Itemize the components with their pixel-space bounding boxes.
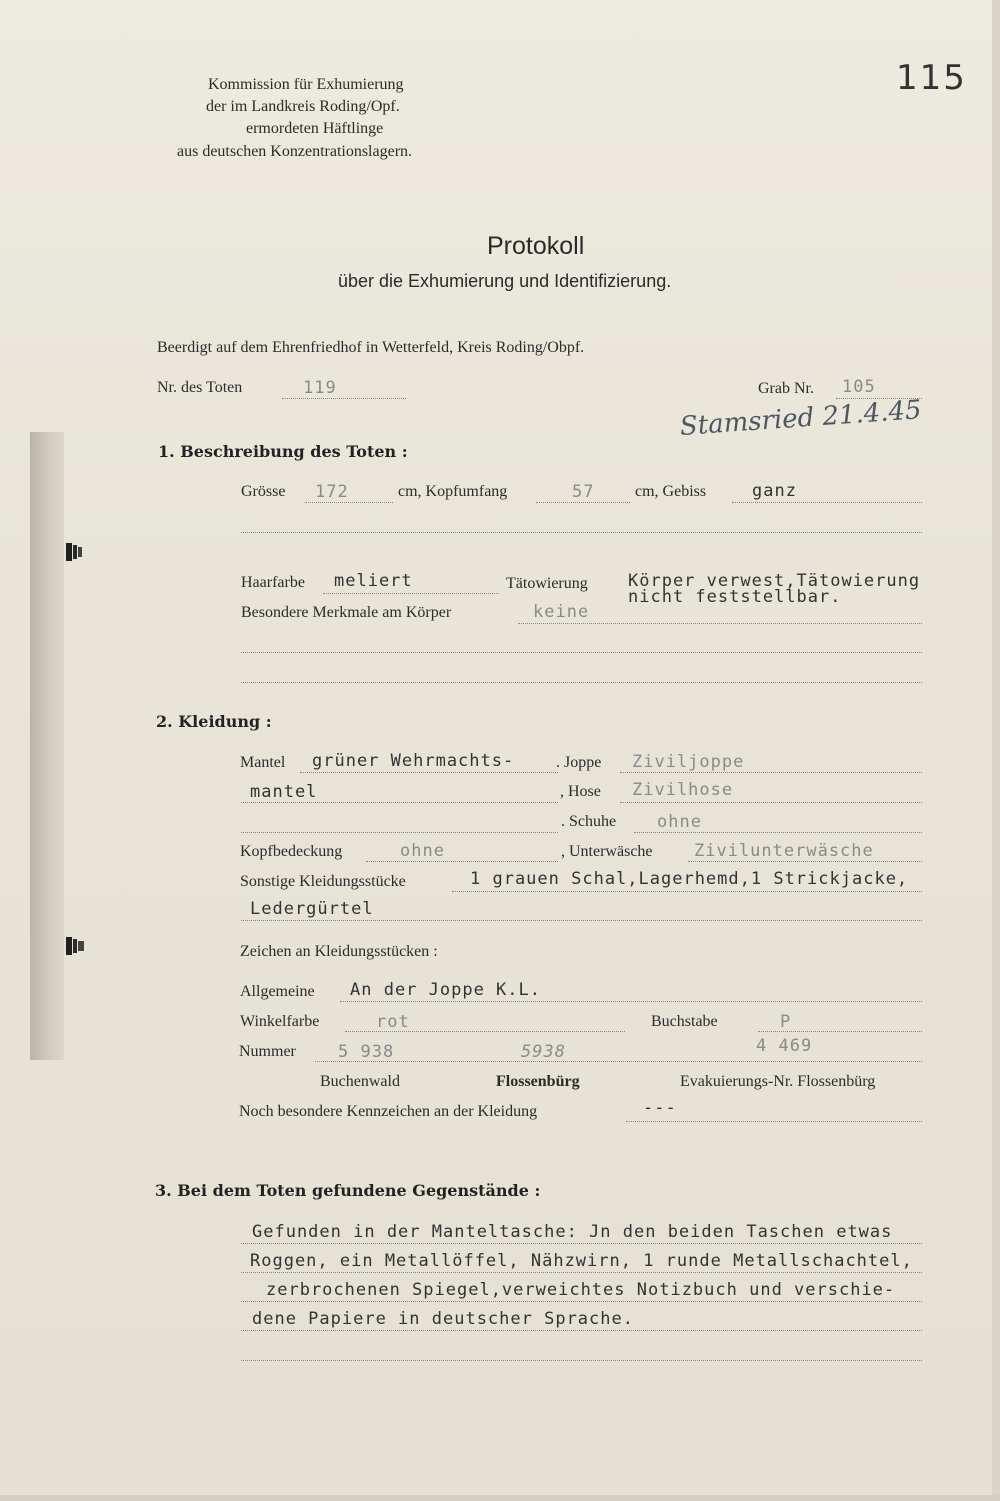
dotted-line (241, 802, 558, 803)
grave-number-value: 105 (842, 377, 876, 397)
field-label: , Unterwäsche (561, 843, 653, 860)
hair-color-value: meliert (334, 571, 413, 591)
page-number: 115 (896, 58, 967, 98)
dotted-line (323, 593, 499, 594)
dotted-line (620, 802, 922, 803)
column-label: Evakuierungs-Nr. Flossenbürg (680, 1073, 876, 1090)
dotted-line (241, 920, 922, 921)
coat-value: grüner Wehrmachts- (312, 751, 515, 771)
dotted-line (518, 623, 922, 624)
field-label: Noch besondere Kennzeichen an der Kleidung (239, 1103, 538, 1120)
tattoo-value: Körper verwest,Tätowierung (628, 571, 921, 591)
field-label: Buchstabe (651, 1013, 718, 1030)
scan-edge (0, 1495, 1000, 1501)
flossenbuerg-number-value: 5938 (521, 1042, 566, 1062)
field-label: Grösse (241, 483, 286, 500)
column-label: Buchenwald (320, 1073, 400, 1090)
dotted-line (241, 652, 922, 653)
scan-edge (992, 0, 1000, 1501)
document-title: Protokoll (487, 232, 585, 260)
section-heading: 1. Beschreibung des Toten : (158, 442, 408, 461)
found-items-text: Roggen, ein Metallöffel, Nähzwirn, 1 runde Metallschachtel, (250, 1251, 913, 1271)
dotted-line (241, 1272, 922, 1273)
dotted-line (340, 1001, 922, 1002)
dead-number-value: 119 (303, 378, 337, 398)
field-label: Allgemeine (240, 983, 315, 1000)
trousers-value: Zivilhose (632, 780, 734, 800)
field-label: Zeichen an Kleidungsstücken : (240, 943, 438, 960)
other-clothing-value: Ledergürtel (250, 899, 374, 919)
field-label: Nummer (239, 1043, 296, 1060)
field-label: Winkelfarbe (240, 1013, 320, 1030)
dotted-line (626, 1121, 922, 1122)
dotted-line (305, 502, 393, 503)
field-label: cm, Gebiss (635, 483, 707, 500)
tattoo-value: nicht feststellbar. (628, 587, 842, 607)
section-heading: 3. Bei dem Toten gefundene Gegenstände : (155, 1181, 541, 1200)
field-label: . Joppe (556, 754, 602, 771)
field-label: . Schuhe (561, 813, 617, 830)
commission-line: aus deutschen Konzentrationslagern. (177, 143, 413, 160)
dotted-line (300, 772, 558, 773)
found-items-text: zerbrochenen Spiegel,verweichtes Notizbuch und verschie- (266, 1280, 896, 1300)
binding-strip (30, 432, 64, 1060)
underwear-value: Zivilunterwäsche (694, 841, 874, 861)
field-label: cm, Kopfumfang (398, 483, 508, 500)
found-items-text: dene Papiere in deutscher Sprache. (252, 1309, 634, 1329)
features-value: keine (533, 602, 590, 622)
field-label: Sonstige Kleidungsstücke (240, 873, 406, 890)
field-label: Tätowierung (506, 575, 588, 592)
field-label: Besondere Merkmale am Körper (241, 604, 452, 621)
dotted-line (241, 532, 922, 533)
dotted-line (241, 1243, 922, 1244)
height-value: 172 (315, 482, 349, 502)
dotted-line (282, 398, 406, 399)
dotted-line (241, 1360, 922, 1361)
dotted-line (241, 832, 558, 833)
dotted-line (732, 502, 922, 503)
shoes-value: ohne (657, 812, 702, 832)
dotted-line (620, 772, 922, 773)
other-clothing-value: 1 grauen Schal,Lagerhemd,1 Strickjacke, (470, 869, 909, 889)
special-marks-value: --- (643, 1098, 677, 1118)
dotted-line (241, 682, 922, 683)
dotted-line (315, 1061, 922, 1062)
section-heading: 2. Kleidung : (156, 712, 272, 731)
column-label: Flossenbürg (496, 1073, 580, 1090)
punch-hole-icon (64, 935, 88, 957)
field-label: Mantel (240, 754, 286, 771)
dotted-line (366, 861, 558, 862)
dotted-line (634, 832, 922, 833)
punch-hole-icon (64, 541, 88, 563)
coat-value: mantel (250, 782, 318, 802)
dotted-line (536, 502, 630, 503)
field-label: Haarfarbe (241, 574, 305, 591)
commission-line: Kommission für Exhumierung (208, 76, 404, 93)
document-subtitle: über die Exhumierung und Identifizierung. (338, 271, 672, 291)
commission-line: der im Landkreis Roding/Opf. (206, 98, 400, 115)
dead-number-label: Nr. des Toten (157, 379, 243, 396)
headwear-value: ohne (400, 841, 445, 861)
evacuation-number-value: 4 469 (756, 1036, 813, 1056)
burial-place: Beerdigt auf dem Ehrenfriedhof in Wetterfeld, Kreis Roding/Obpf. (157, 339, 585, 356)
field-label: , Hose (560, 783, 601, 800)
buchenwald-number-value: 5 938 (338, 1042, 395, 1062)
dotted-line (452, 891, 922, 892)
dotted-line (241, 1330, 922, 1331)
found-items-text: Gefunden in der Manteltasche: Jn den beiden Taschen etwas (252, 1222, 893, 1242)
field-label: Kopfbedeckung (240, 843, 343, 860)
triangle-color-value: rot (376, 1012, 410, 1032)
commission-line: ermordeten Häftlinge (246, 120, 384, 137)
grave-number-label: Grab Nr. (758, 380, 814, 397)
dotted-line (241, 1301, 922, 1302)
teeth-value: ganz (752, 481, 797, 501)
jacket-value: Ziviljoppe (632, 752, 745, 772)
dotted-line (688, 861, 922, 862)
head-circumference-value: 57 (572, 482, 595, 502)
general-marks-value: An der Joppe K.L. (350, 980, 541, 1000)
handwritten-annotation: Stamsried 21.4.45 (678, 395, 923, 442)
letter-value: P (780, 1012, 792, 1032)
